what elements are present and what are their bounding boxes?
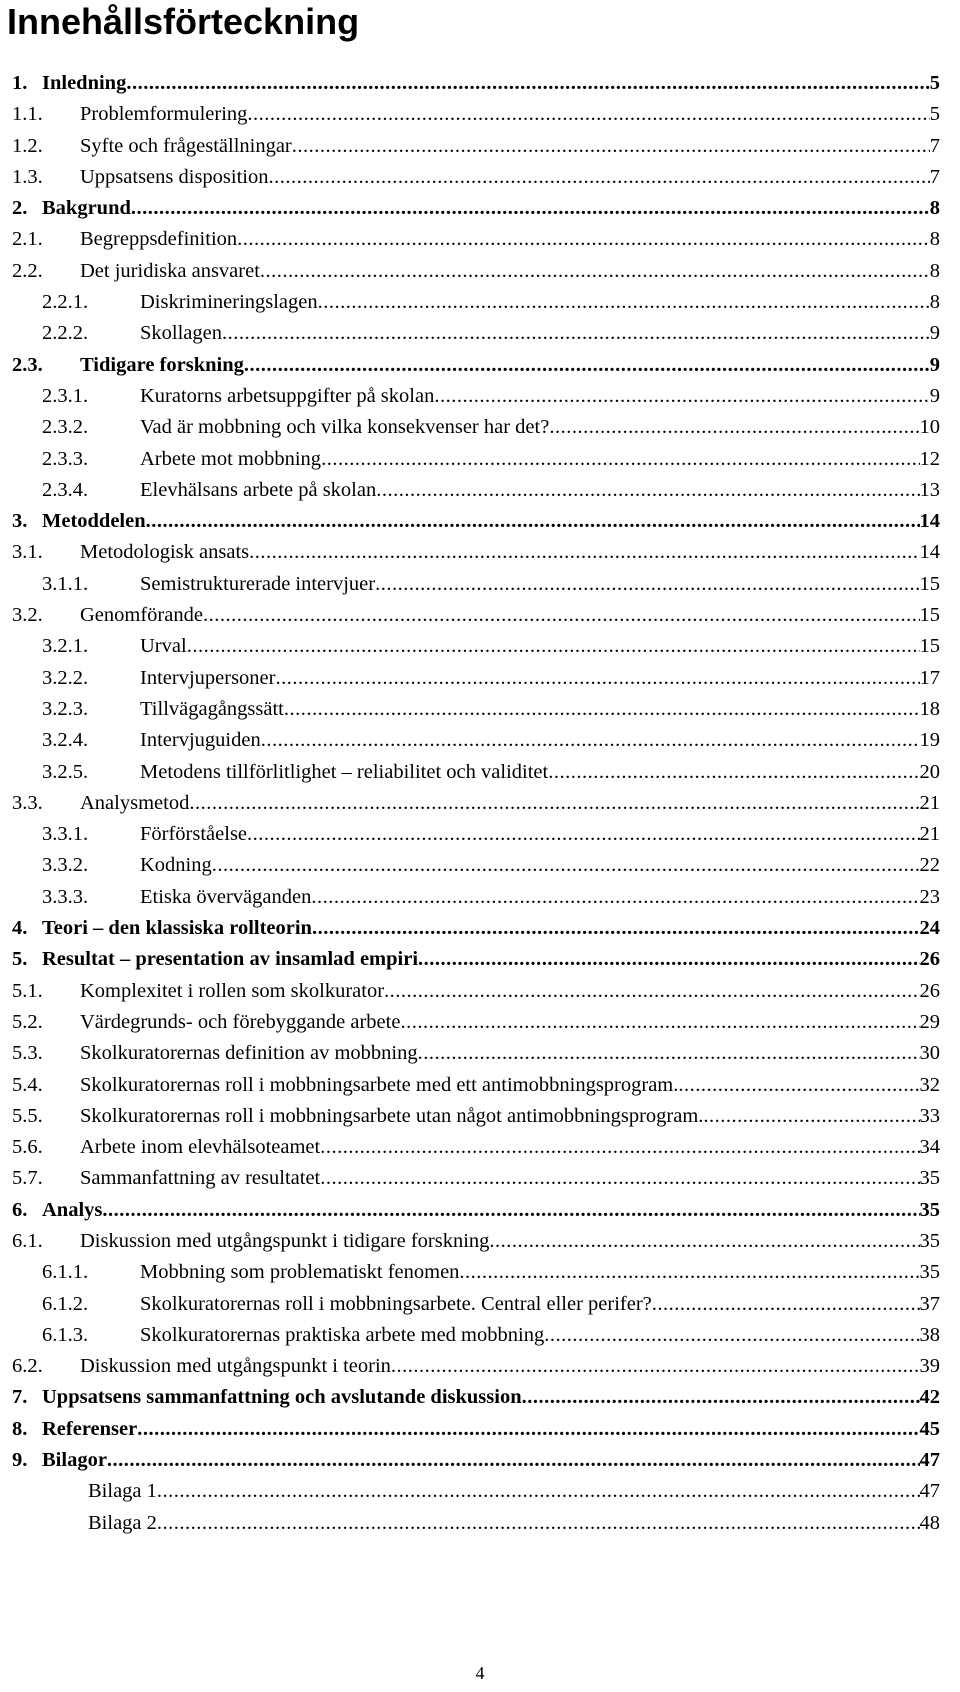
toc-entry-number: 3.1. [12, 541, 43, 564]
toc-entry-number: 6.2. [12, 1355, 43, 1378]
toc-entry-number: 5.2. [12, 1010, 43, 1033]
toc-entry-number: 2.3. [12, 353, 43, 376]
toc-dot-leader [312, 913, 920, 944]
toc-entry[interactable] [0, 725, 960, 756]
toc-entry-page: 35 [919, 1198, 940, 1221]
toc-entry[interactable] [0, 882, 960, 913]
toc-entry[interactable] [0, 569, 960, 600]
toc-dot-leader [400, 1007, 919, 1038]
toc-entry[interactable] [0, 1414, 960, 1445]
toc-entry-page: 5 [929, 103, 940, 126]
toc-dot-leader [418, 944, 919, 975]
toc-entry-number: 1.1. [12, 103, 43, 126]
toc-dot-leader [102, 1195, 919, 1226]
toc-entry[interactable] [0, 944, 960, 975]
toc-entry-title: Tidigare forskning [80, 353, 244, 376]
toc-dot-leader [292, 131, 930, 162]
toc-entry-title: Arbete inom elevhälsoteamet [80, 1136, 321, 1159]
toc-entry-number: 6. [12, 1198, 28, 1221]
toc-entry-number: 3. [12, 510, 28, 533]
toc-entry-page: 47 [919, 1449, 940, 1472]
toc-entry[interactable] [0, 350, 960, 381]
toc-entry-number: 3.2. [12, 604, 43, 627]
toc-entry-number: 1.2. [12, 134, 43, 157]
toc-entry[interactable] [0, 412, 960, 443]
toc-entry-page: 33 [919, 1104, 940, 1127]
toc-entry-number: 2.2. [12, 259, 43, 282]
toc-dot-leader [157, 1476, 920, 1507]
toc-entry-page: 8 [929, 259, 940, 282]
toc-entry-number: 5.6. [12, 1136, 43, 1159]
toc-entry-title: Skolkuratorernas definition av mobbning [80, 1042, 418, 1065]
toc-entry[interactable] [0, 757, 960, 788]
toc-entry-page: 32 [919, 1073, 940, 1096]
toc-entry-title: Intervjuguiden [140, 729, 261, 752]
toc-entry-title: Skolkuratorernas roll i mobbningsarbete med ett antimobbningsprogram. [80, 1073, 679, 1096]
toc-dot-leader [244, 350, 930, 381]
toc-entry-title: Uppsatsens sammanfattning och avslutande diskussion [42, 1386, 522, 1409]
toc-entry-page: 29 [919, 1010, 940, 1033]
toc-entry-page: 23 [919, 885, 940, 908]
toc-dot-leader [187, 631, 920, 662]
toc-entry-page: 30 [919, 1042, 940, 1065]
toc-dot-leader [548, 757, 919, 788]
table-of-contents [0, 68, 960, 1539]
toc-entry-page: 22 [919, 854, 940, 877]
toc-entry-page: 15 [919, 604, 940, 627]
toc-entry-title: Förförståelse [140, 823, 248, 846]
toc-dot-leader [678, 1070, 919, 1101]
toc-dot-leader [269, 162, 930, 193]
toc-entry-number: 2.3.1. [42, 384, 89, 407]
toc-dot-leader [320, 1132, 919, 1163]
toc-dot-leader [418, 1038, 920, 1069]
toc-entry[interactable] [0, 256, 960, 287]
toc-entry-title: Metoddelen [42, 510, 146, 533]
toc-entry-number: 8. [12, 1417, 28, 1440]
toc-entry-page: 21 [919, 791, 940, 814]
toc-entry-page: 12 [919, 447, 940, 470]
toc-entry-title: Bakgrund [42, 197, 131, 220]
toc-entry[interactable] [0, 1007, 960, 1038]
toc-dot-leader [321, 444, 919, 475]
toc-entry-title: Etiska överväganden [140, 885, 312, 908]
toc-entry[interactable] [0, 1132, 960, 1163]
toc-entry[interactable] [0, 1226, 960, 1257]
toc-dot-leader [157, 1508, 920, 1539]
toc-entry-title: Skolkuratorernas roll i mobbningsarbete utan något antimobbningsprogram. [80, 1104, 704, 1127]
toc-entry[interactable] [0, 1195, 960, 1226]
toc-entry-number: 6.1.1. [42, 1261, 89, 1284]
toc-entry[interactable] [0, 475, 960, 506]
toc-entry-number: 3.3. [12, 791, 43, 814]
toc-entry-number: 3.2.2. [42, 666, 89, 689]
toc-entry-number: 3.2.5. [42, 760, 89, 783]
toc-entry-page: 13 [919, 478, 940, 501]
toc-entry-page: 42 [919, 1386, 940, 1409]
toc-entry-title: Skollagen [140, 322, 222, 345]
toc-entry-page: 38 [919, 1323, 940, 1346]
toc-entry-title: Arbete mot mobbning [140, 447, 322, 470]
toc-entry-title: Inledning [42, 72, 127, 94]
toc-entry-number: 7. [12, 1386, 28, 1409]
toc-entry-page: 39 [919, 1355, 940, 1378]
toc-entry-title: Sammanfattning av resultatet [80, 1167, 321, 1190]
toc-entry-page: 19 [919, 729, 940, 752]
toc-entry[interactable] [0, 1038, 960, 1069]
toc-entry-title: Metodens tillförlitlighet – reliabilitet och validitet [140, 760, 549, 783]
toc-entry[interactable] [0, 850, 960, 881]
toc-dot-leader [275, 663, 919, 694]
toc-dot-leader [311, 882, 919, 913]
toc-entry[interactable] [0, 1445, 960, 1476]
toc-entry-title: Det juridiska ansvaret [80, 259, 260, 282]
toc-dot-leader [203, 600, 920, 631]
toc-entry-number: 3.1.1. [42, 572, 89, 595]
toc-entry-title: Skolkuratorernas praktiska arbete med mobbning [140, 1323, 545, 1346]
toc-dot-leader [222, 318, 930, 349]
toc-entry-title: Tillvägagångssätt [140, 697, 284, 720]
toc-entry-page: 7 [929, 134, 940, 157]
toc-entry[interactable] [0, 1163, 960, 1194]
toc-entry-title: Referenser [42, 1417, 138, 1440]
toc-entry-title: Mobbning som problematiskt fenomen [140, 1261, 460, 1284]
toc-entry-title: Komplexitet i rollen som skolkurator [80, 979, 385, 1002]
toc-dot-leader [522, 1382, 920, 1413]
toc-entry-title: Vad är mobbning och vilka konsekvenser har det? [140, 416, 550, 439]
toc-entry-number: 9. [12, 1449, 28, 1472]
toc-dot-leader [549, 412, 919, 443]
toc-entry-page: 18 [919, 697, 940, 720]
toc-entry-page: 17 [919, 666, 940, 689]
toc-entry-page: 15 [919, 572, 940, 595]
toc-entry[interactable] [0, 1257, 960, 1288]
toc-entry-title: Analysmetod [80, 791, 190, 814]
toc-dot-leader [652, 1289, 920, 1320]
toc-entry[interactable] [0, 131, 960, 162]
toc-entry[interactable] [0, 1351, 960, 1382]
toc-entry-title: Genomförande [80, 604, 203, 627]
toc-entry[interactable] [0, 506, 960, 537]
toc-entry-title: Bilaga 2 [88, 1511, 157, 1534]
toc-entry-title: Elevhälsans arbete på skolan [140, 478, 377, 501]
toc-entry-title: Värdegrunds- och förebyggande arbete [80, 1010, 401, 1033]
toc-entry-page: 35 [919, 1261, 940, 1284]
toc-entry-number: 4. [12, 917, 28, 940]
toc-entry-number: 5. [12, 948, 28, 971]
toc-entry-page: 14 [919, 541, 940, 564]
toc-entry[interactable] [0, 224, 960, 255]
toc-entry[interactable] [0, 694, 960, 725]
toc-entry-page: 35 [919, 1167, 940, 1190]
toc-entry-page: 26 [919, 948, 940, 971]
toc-dot-leader [391, 1351, 920, 1382]
toc-entry-page: 45 [919, 1417, 940, 1440]
toc-dot-leader [320, 1163, 919, 1194]
toc-dot-leader [126, 68, 929, 99]
toc-entry-number: 5.5. [12, 1104, 43, 1127]
toc-entry-page: 26 [919, 979, 940, 1002]
toc-entry-title: Kuratorns arbetsuppgifter på skolan [140, 384, 435, 407]
toc-entry[interactable] [0, 1382, 960, 1413]
toc-entry[interactable] [0, 631, 960, 662]
toc-entry-page: 8 [929, 291, 940, 314]
toc-dot-leader [261, 725, 920, 756]
toc-dot-leader [489, 1226, 919, 1257]
toc-entry-number: 5.1. [12, 979, 43, 1002]
toc-dot-leader [260, 256, 930, 287]
toc-entry-number: 3.2.4. [42, 729, 89, 752]
toc-entry-page: 9 [929, 384, 940, 407]
toc-entry-title: Uppsatsens disposition [80, 165, 269, 188]
toc-entry-page: 47 [919, 1480, 940, 1503]
toc-entry[interactable] [0, 444, 960, 475]
toc-entry[interactable] [0, 193, 960, 224]
toc-entry[interactable] [0, 162, 960, 193]
toc-entry[interactable] [0, 68, 960, 99]
toc-entry-number: 5.4. [12, 1073, 43, 1096]
toc-entry-page: 37 [919, 1292, 940, 1315]
toc-dot-leader [376, 475, 919, 506]
toc-entry[interactable] [0, 287, 960, 318]
toc-dot-leader [212, 850, 920, 881]
toc-entry-page: 9 [929, 353, 940, 376]
toc-entry-page: 15 [919, 635, 940, 658]
toc-entry-title: Begreppsdefinition [80, 228, 238, 251]
toc-entry-number: 2.2.1. [42, 291, 89, 314]
toc-entry[interactable] [0, 318, 960, 349]
toc-entry-number: 3.3.1. [42, 823, 89, 846]
toc-entry-number: 3.3.3. [42, 885, 89, 908]
toc-entry-page: 48 [919, 1511, 940, 1534]
toc-entry-page: 20 [919, 760, 940, 783]
toc-dot-leader [544, 1320, 919, 1351]
page-title: Innehållsförteckning [7, 1, 360, 42]
toc-entry-page: 8 [929, 228, 940, 251]
toc-dot-leader [384, 976, 919, 1007]
toc-entry[interactable] [0, 663, 960, 694]
toc-entry-number: 2.3.4. [42, 478, 89, 501]
toc-dot-leader [107, 1445, 920, 1476]
toc-entry-title: Resultat – presentation av insamlad empiri [42, 948, 419, 971]
toc-entry-title: Diskrimineringslagen [140, 291, 318, 314]
toc-entry-number: 1. [12, 72, 28, 94]
toc-entry-title: Kodning [140, 854, 212, 877]
toc-entry-page: 10 [919, 416, 940, 439]
toc-entry-title: Skolkuratorernas roll i mobbningsarbete. Central eller perifer? [140, 1292, 652, 1315]
toc-entry-title: Problemformulering [80, 103, 248, 126]
toc-dot-leader [189, 788, 919, 819]
toc-entry-page: 21 [919, 823, 940, 846]
toc-entry-page: 8 [929, 197, 940, 220]
toc-entry-title: Intervjupersoner [140, 666, 276, 689]
toc-entry[interactable] [0, 1101, 960, 1132]
toc-entry-title: Teori – den klassiska rollteorin [42, 917, 312, 940]
toc-entry-title: Diskussion med utgångspunkt i teorin [80, 1355, 391, 1378]
toc-dot-leader [318, 287, 930, 318]
toc-dot-leader [131, 193, 930, 224]
toc-entry-number: 2.1. [12, 228, 43, 251]
toc-entry[interactable] [0, 381, 960, 412]
toc-entry[interactable] [0, 1476, 960, 1507]
toc-entry-page: 34 [919, 1136, 940, 1159]
toc-entry-title: Bilaga 1 [88, 1480, 157, 1503]
toc-entry-page: 5 [929, 72, 940, 94]
toc-entry-number: 2. [12, 197, 28, 220]
toc-entry[interactable] [0, 600, 960, 631]
toc-entry-page: 7 [929, 165, 940, 188]
toc-dot-leader [375, 569, 919, 600]
toc-dot-leader [247, 99, 929, 130]
toc-entry-number: 2.3.3. [42, 447, 89, 470]
toc-dot-leader [137, 1414, 919, 1445]
toc-dot-leader [459, 1257, 919, 1288]
toc-dot-leader [249, 537, 919, 568]
toc-dot-leader [146, 506, 920, 537]
toc-entry-number: 1.3. [12, 165, 43, 188]
toc-entry-title: Urval [140, 635, 187, 658]
toc-entry[interactable] [0, 788, 960, 819]
toc-entry-number: 6.1. [12, 1229, 43, 1252]
toc-entry-number: 3.2.1. [42, 635, 89, 658]
toc-entry-number: 3.2.3. [42, 697, 89, 720]
toc-dot-leader [247, 819, 919, 850]
toc-entry-number: 2.2.2. [42, 322, 89, 345]
toc-dot-leader [703, 1101, 919, 1132]
toc-entry[interactable] [0, 913, 960, 944]
toc-entry-number: 5.7. [12, 1167, 43, 1190]
toc-entry-number: 6.1.2. [42, 1292, 89, 1315]
toc-dot-leader [434, 381, 929, 412]
toc-dot-leader [237, 224, 930, 255]
toc-entry[interactable] [0, 819, 960, 850]
toc-entry-title: Metodologisk ansats [80, 541, 250, 564]
toc-entry-number: 3.3.2. [42, 854, 89, 877]
toc-entry[interactable] [0, 1070, 960, 1101]
toc-entry-title: Syfte och frågeställningar [80, 134, 292, 157]
toc-entry-number: 6.1.3. [42, 1323, 89, 1346]
toc-entry-title: Bilagor [42, 1449, 107, 1472]
toc-entry-number: 2.3.2. [42, 416, 89, 439]
toc-entry-title: Semistrukturerade intervjuer [140, 572, 376, 595]
toc-entry-number: 5.3. [12, 1042, 43, 1065]
toc-entry[interactable] [0, 99, 960, 130]
toc-entry-page: 35 [919, 1229, 940, 1252]
toc-entry[interactable] [0, 537, 960, 568]
toc-entry[interactable] [0, 1320, 960, 1351]
toc-entry-title: Analys [42, 1198, 103, 1221]
toc-entry-page: 14 [919, 510, 940, 533]
page-number: 4 [475, 1663, 485, 1683]
toc-entry[interactable] [0, 1289, 960, 1320]
toc-entry[interactable] [0, 1508, 960, 1539]
toc-entry-page: 24 [919, 917, 940, 940]
toc-entry-title: Diskussion med utgångspunkt i tidigare forskning [80, 1229, 490, 1252]
toc-entry[interactable] [0, 976, 960, 1007]
toc-entry-page: 9 [929, 322, 940, 345]
toc-dot-leader [284, 694, 920, 725]
